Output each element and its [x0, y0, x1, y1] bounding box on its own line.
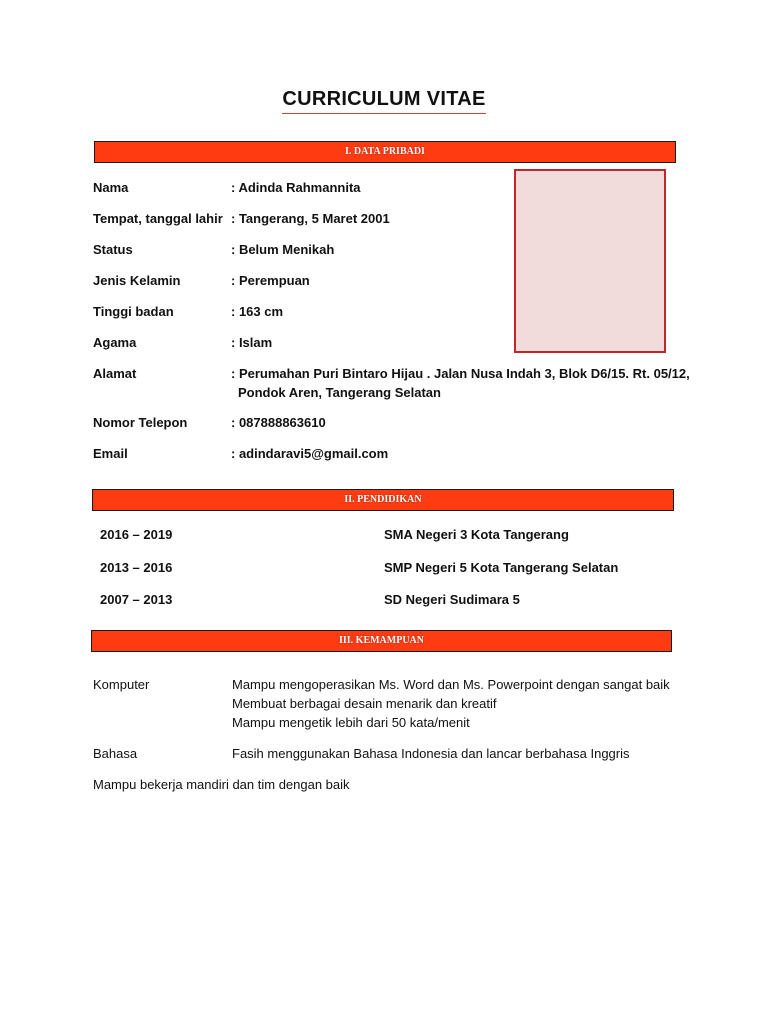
- education-years: 2016 – 2019: [100, 527, 173, 542]
- skill-other: Mampu bekerja mandiri dan tim dengan baik: [93, 777, 350, 792]
- value-agama: : Islam: [231, 335, 273, 350]
- section-header-pendidikan: II. PENDIDIKAN: [92, 489, 674, 511]
- education-years: 2007 – 2013: [100, 592, 173, 607]
- label-ttl: Tempat, tanggal lahir: [93, 211, 223, 226]
- education-years: 2013 – 2016: [100, 560, 173, 575]
- value-alamat-line2: Pondok Aren, Tangerang Selatan: [238, 385, 441, 400]
- section-header-kemampuan: III. KEMAMPUAN: [91, 630, 672, 652]
- section-header-data-pribadi: I. DATA PRIBADI: [94, 141, 676, 163]
- skill-label-bahasa: Bahasa: [93, 746, 138, 761]
- document-title: [0, 88, 768, 114]
- skill-bahasa-value: Fasih menggunakan Bahasa Indonesia dan lancar berbahasa Inggris: [232, 746, 630, 761]
- education-school: SD Negeri Sudimara 5: [384, 592, 520, 607]
- skill-komputer-item: Mampu mengetik lebih dari 50 kata/menit: [232, 715, 470, 730]
- title-text: CURRICULUM VITAE: [282, 88, 485, 114]
- value-jenis-kelamin: : Perempuan: [231, 273, 310, 288]
- value-ttl: : Tangerang, 5 Maret 2001: [231, 211, 390, 226]
- skill-label-komputer: Komputer: [93, 677, 150, 692]
- label-email: Email: [93, 446, 128, 461]
- label-nomor-telepon: Nomor Telepon: [93, 415, 188, 430]
- label-status: Status: [93, 242, 133, 257]
- value-status: : Belum Menikah: [231, 242, 335, 257]
- value-nama: : Adinda Rahmannita: [231, 180, 361, 195]
- value-email: : adindaravi5@gmail.com: [231, 446, 389, 461]
- value-nomor-telepon: : 087888863610: [231, 415, 326, 430]
- skill-komputer-item: Membuat berbagai desain menarik dan kreatif: [232, 696, 497, 711]
- label-tinggi-badan: Tinggi badan: [93, 304, 174, 319]
- label-agama: Agama: [93, 335, 137, 350]
- skill-komputer-item: Mampu mengoperasikan Ms. Word dan Ms. Powerpoint dengan sangat baik: [232, 677, 670, 692]
- education-school: SMA Negeri 3 Kota Tangerang: [384, 527, 569, 542]
- label-nama: Nama: [93, 180, 129, 195]
- education-school: SMP Negeri 5 Kota Tangerang Selatan: [384, 560, 619, 575]
- label-alamat: Alamat: [93, 366, 137, 381]
- label-jenis-kelamin: Jenis Kelamin: [93, 273, 181, 288]
- photo-placeholder: [514, 169, 666, 353]
- value-tinggi-badan: : 163 cm: [231, 304, 284, 319]
- value-alamat: : Perumahan Puri Bintaro Hijau . Jalan Nusa Indah 3, Blok D6/15. Rt. 05/12,: [231, 366, 690, 381]
